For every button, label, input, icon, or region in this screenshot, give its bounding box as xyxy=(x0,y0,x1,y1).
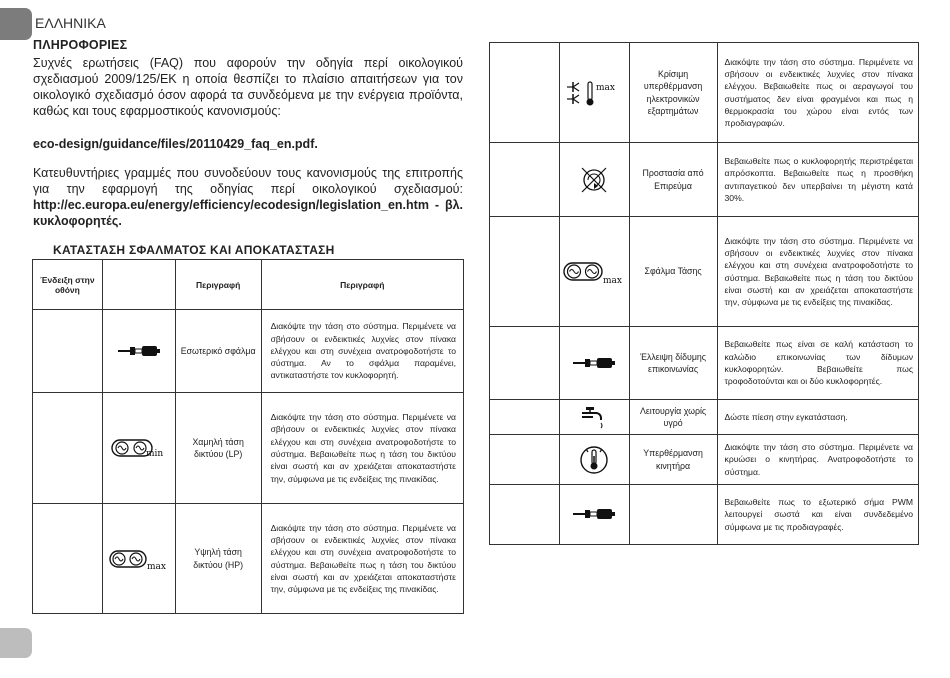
section-title: ΚΑΤΑΣΤΑΣΗ ΣΦΑΛΜΑΤΟΣ ΚΑΙ ΑΠΟΚΑΤΑΣΤΑΣΗ xyxy=(53,243,335,257)
error-description: Διακόψτε την τάση στο σύστημα. Περιμένετε να κρυώσει ο κινητήρας. Ανατροφοδοτήστε το σύστημα. xyxy=(717,435,918,485)
error-name: Υπερθέρμανση κινητήρα xyxy=(629,435,717,485)
error-name: Προστασία από Επιρεύμα xyxy=(629,143,717,217)
display-cell xyxy=(490,435,560,485)
error-table-left xyxy=(32,259,464,614)
language-tab-marker xyxy=(0,8,32,40)
error-name: Υψηλή τάση δικτύου (HP) xyxy=(175,504,261,614)
header-display: Ένδειξη στην οθόνη xyxy=(33,260,103,310)
faq-paragraph: Συχνές ερωτήσεις (FAQ) που αφορούν την οδηγία περί οικολογικού σχεδιασμού 2009/125/ΕΚ η οποία θεσπίζει το πλαίσιο απαιτήσεων για τον οικολογικό σχεδιασμό όσον αφορά τα συνδεόμενα με την ενέργεια προϊόντα, καθώς και τους εφαρμοστικούς κανονισμούς: xyxy=(33,56,463,118)
no-rotation-icon xyxy=(576,162,612,198)
error-description: Βεβαιωθείτε πως είναι σε καλή κατάσταση το καλώδιο επικοινωνίας των δίδυμων κυκλοφορητών. Βεβαιωθείτε πως τροφοδοτούνται και οι δύο κυκλοφορητές. xyxy=(717,327,918,400)
display-cell xyxy=(490,485,560,545)
header-description: Περιγραφή xyxy=(175,260,261,310)
display-cell xyxy=(490,143,560,217)
guidelines-url: http://ec.europa.eu/energy/efficiency/ecodesign/legislation_en.htm - βλ. κυκλοφορητές. xyxy=(33,198,463,228)
faq-url: eco-design/guidance/files/20110429_faq_en.pdf. xyxy=(33,137,318,151)
voltage-error-max-icon xyxy=(563,259,625,285)
table-row xyxy=(490,217,919,327)
error-description: Διακόψτε την τάση στο σύστημα. Περιμένετε να σβήσουν οι ενδεικτικές λυχνίες στον πίνακα ελέγχου και στη συνέχεια ανατροφοδοτήστε το σύστημα. Αν το σφάλμα παραμένει, αντικαταστήστε τον κυκλοφορητή. xyxy=(261,310,463,393)
error-description: Διακόψτε την τάση στο σύστημα. Περιμένετε να σβήσουν οι ενδεικτικές λυχνίες στον πίνακα ελέγχου και στη συνέχεια ανατροφοδοτήστε το σύστημα. Βεβαιωθείτε πως η τάση του δικτύου είναι σωστή και αν χρειάζεται αποκαταστήστε την, σύμφωνα με τις ενδείξεις της πινακίδας. xyxy=(261,504,463,614)
table-row xyxy=(490,485,919,545)
plug-connector-icon xyxy=(571,356,617,370)
table-row xyxy=(33,310,464,393)
max-label: max xyxy=(146,561,166,571)
max-label: max xyxy=(603,275,623,285)
language-label: ΕΛΛΗΝΙΚΑ xyxy=(35,15,106,31)
error-name: Κρίσιμη υπερθέρμανση ηλεκτρονικών εξαρτημάτων xyxy=(629,43,717,143)
display-cell xyxy=(33,393,103,504)
error-name: Έλλειψη δίδυμης επικοινωνίας xyxy=(629,327,717,400)
error-description: Δώστε πίεση στην εγκατάσταση. xyxy=(717,400,918,435)
display-cell xyxy=(490,217,560,327)
dry-running-tap-icon xyxy=(579,405,609,429)
error-table-right xyxy=(489,42,919,545)
plug-connector-icon xyxy=(116,344,162,358)
error-name: Εσωτερικό σφάλμα xyxy=(175,310,261,393)
error-description: Βεβαιωθείτε πως το εξωτερικό σήμα PWM λειτουργεί σωστά και είναι συνδεδεμένο σύμφωνα με τις προδιαγραφές. xyxy=(717,485,918,545)
error-description: Διακόψτε την τάση στο σύστημα. Περιμένετε να σβήσουν οι ενδεικτικές λυχνίες στον πίνακα ελέγχου. Βεβαιωθείτε πως οι αεραγωγοί του συστήματος δεν είναι φραγμένοι και πως η θερμοκρασία του χώρου είναι εντός των προδιαγραφών. xyxy=(717,43,918,143)
error-description: Βεβαιωθείτε πως ο κυκλοφορητής περιστρέφεται απρόσκοπτα. Βεβαιωθείτε πως η προσθήκη αντιπαγετικού δεν υπερβαίνει τη μέγιστη κατά 30%. xyxy=(717,143,918,217)
header-description-2: Περιγραφή xyxy=(261,260,463,310)
display-cell xyxy=(490,400,560,435)
min-label: min xyxy=(145,449,163,459)
plug-connector-icon xyxy=(571,507,617,521)
high-voltage-max-icon xyxy=(109,547,169,571)
max-label: max xyxy=(596,82,616,93)
electronics-overheat-icon xyxy=(565,78,623,108)
error-description: Διακόψτε την τάση στο σύστημα. Περιμένετε να σβήσουν οι ενδεικτικές λυχνίες στον πίνακα ελέγχου και στη συνέχεια ανατροφοδοτήστε το σύστημα. Βεβαιωθείτε πως η τάση του δικτύου είναι σωστή και αν χρειάζεται αποκαταστήστε την, σύμφωνα με τις ενδείξεις της πινακίδας. xyxy=(717,217,918,327)
guidelines-paragraph xyxy=(33,165,463,229)
low-voltage-min-icon xyxy=(111,436,167,460)
info-section xyxy=(33,38,463,257)
motor-overheat-icon xyxy=(578,444,610,476)
table-row xyxy=(33,504,464,614)
display-cell xyxy=(490,43,560,143)
error-name: Σφάλμα Τάσης xyxy=(629,217,717,327)
error-name: Λειτουργία χωρίς υγρό xyxy=(629,400,717,435)
table-row xyxy=(490,43,919,143)
table-row xyxy=(33,393,464,504)
display-cell xyxy=(490,327,560,400)
info-title: ΠΛΗΡΟΦΟΡΙΕΣ xyxy=(33,38,128,52)
table-row xyxy=(490,435,919,485)
display-cell xyxy=(33,310,103,393)
error-name: Χαμηλή τάση δικτύου (LP) xyxy=(175,393,261,504)
page-tab-marker xyxy=(0,628,32,658)
error-name xyxy=(629,485,717,545)
header-icon xyxy=(102,260,175,310)
guidelines-text: Κατευθυντήριες γραμμές που συνοδεύουν τους κανονισμούς της επιτροπής για την εφαρμογή της οδηγίας περί οικολογικού σχεδιασμού: xyxy=(33,166,463,196)
table-row xyxy=(490,400,919,435)
table-header-row xyxy=(33,260,464,310)
error-description: Διακόψτε την τάση στο σύστημα. Περιμένετε να σβήσουν οι ενδεικτικές λυχνίες στον πίνακα ελέγχου και στη συνέχεια ανατροφοδοτήστε το σύστημα. Βεβαιωθείτε πως η τάση του δικτύου είναι σωστή και αν χρειάζεται αποκαταστήστε την, σύμφωνα με τις ενδείξεις της πινακίδας. xyxy=(261,393,463,504)
table-row xyxy=(490,143,919,217)
table-row xyxy=(490,327,919,400)
display-cell xyxy=(33,504,103,614)
